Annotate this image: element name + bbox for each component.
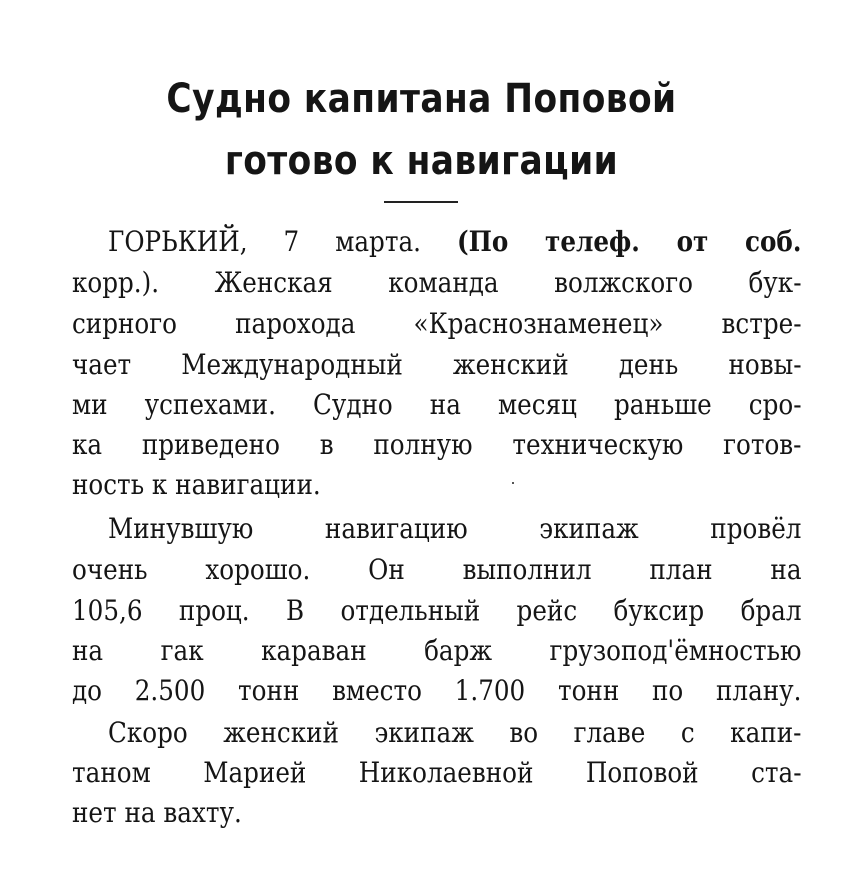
body-line: на гак караван барж грузопод'ёмностью: [72, 634, 802, 667]
byline: (По телеф. от соб.: [456, 225, 802, 258]
body-line: [108, 221, 801, 263]
body-line: нет на вахту.: [72, 796, 242, 829]
body-line: ка приведено в полную техническую готов-: [72, 428, 802, 461]
body-line: чает Международный женский день новы-: [72, 348, 802, 381]
body-line: 105,6 проц. В отдельный рейс буксир брал: [72, 594, 802, 627]
body-line: ми успехами. Судно на месяц раньше сро-: [72, 388, 802, 421]
headline-line-2: готово к навигации: [224, 138, 619, 184]
body-line: до 2.500 тонн вместо 1.700 тонн по плану.: [72, 674, 802, 707]
body-line: корр.). Женская команда волжского бук-: [72, 266, 802, 299]
body-line: Скоро женский экипаж во главе с капи-: [108, 716, 802, 749]
body-line: сирного парохода «Краснознаменец» встре-: [72, 307, 802, 340]
body-line: очень хорошо. Он выполнил план на: [72, 553, 802, 586]
body-line: Минувшую навигацию экипаж провёл: [108, 512, 802, 545]
dateline: ГОРЬКИЙ, 7 марта.: [108, 225, 421, 258]
headline-line-1: Судно капитана Поповой: [166, 76, 677, 122]
body-line: таном Марией Николаевной Поповой ста-: [72, 756, 802, 789]
body-line: ность к навигации.: [72, 468, 321, 501]
headline-divider: [384, 201, 458, 203]
print-speck: [512, 482, 514, 484]
